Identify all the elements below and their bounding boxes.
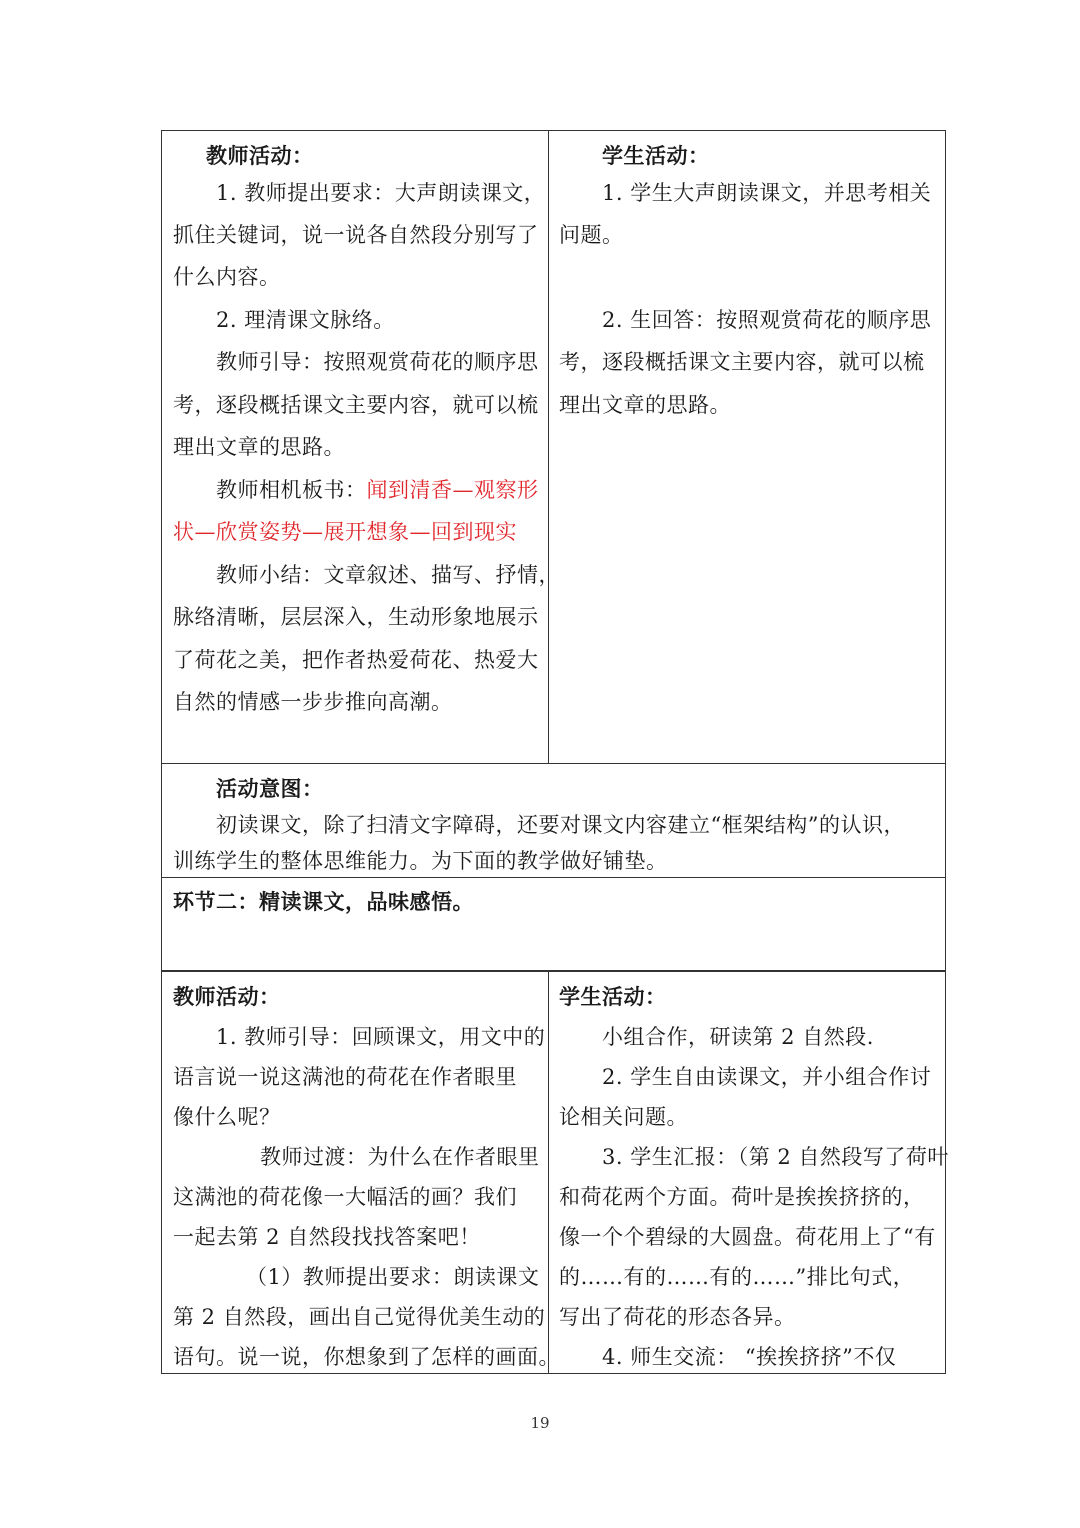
section2-student-line: 论相关问题。 [559, 1105, 688, 1129]
section1-teacher-line: 抓住关键词，说一说各自然段分别写了 [173, 223, 539, 247]
section2-teacher-line: 第 2 自然段，画出自己觉得优美生动的 [173, 1305, 546, 1329]
section1-teacher-line: 教师引导：按照观赏荷花的顺序思 [216, 350, 539, 374]
board-notes-line [216, 469, 539, 511]
section1-student-heading: 学生活动： [602, 143, 710, 168]
section2-student-line: 3. 学生汇报：（第 2 自然段写了荷叶 [602, 1145, 949, 1169]
section1-teacher-line: 考，逐段概括课文主要内容，就可以梳 [173, 393, 539, 417]
section1-teacher-heading: 教师活动： [206, 143, 314, 168]
teacher-summary-line: 脉络清晰，层层深入，生动形象地展示 [173, 605, 539, 629]
section2-student-heading: 学生活动： [559, 984, 667, 1009]
board-notes-label: 教师相机板书： [216, 478, 367, 502]
activity-intent-line: 训练学生的整体思维能力。为下面的教学做好铺垫。 [173, 849, 668, 873]
section1-student-line: 2. 生回答：按照观赏荷花的顺序思 [602, 308, 932, 332]
section2-teacher-line: 一起去第 2 自然段找找答案吧！ [173, 1225, 481, 1249]
section2-student-line: 4. 师生交流： “挨挨挤挤”不仅 [602, 1345, 897, 1369]
section2-teacher-line: 像什么呢？ [173, 1105, 281, 1129]
section2-student-line: 2. 学生自由读课文，并小组合作讨 [602, 1065, 932, 1089]
section2-teacher-line: 这满池的荷花像一大幅活的画？我们 [173, 1185, 517, 1209]
teacher-summary-line: 了荷花之美，把作者热爱荷花、热爱大 [173, 648, 539, 672]
section1-student-line: 考，逐段概括课文主要内容，就可以梳 [559, 350, 925, 374]
column-divider-top [548, 130, 549, 764]
section2-teacher-line: （1）教师提出要求：朗读课文 [246, 1265, 540, 1289]
teacher-summary-line: 教师小结：文章叙述、描写、抒情， [216, 563, 560, 587]
stage2-title: 环节二：精读课文，品味感悟。 [173, 889, 474, 914]
section1-student-line: 理出文章的思路。 [559, 393, 731, 417]
section1-teacher-line: 2. 理清课文脉络。 [216, 308, 395, 332]
section1-teacher-line: 1. 教师提出要求：大声朗读课文， [216, 181, 546, 205]
page-number: 19 [530, 1414, 550, 1432]
section1-student-line: 1. 学生大声朗读课文，并思考相关 [602, 181, 932, 205]
row-divider-intent [161, 763, 946, 764]
section2-teacher-line: 语句。说一说，你想象到了怎样的画面。 [173, 1345, 560, 1369]
board-notes-red-text: 状—欣赏姿势—展开想象—回到现实 [173, 520, 517, 544]
section2-student-line: 和荷花两个方面。荷叶是挨挨挤挤的， [559, 1185, 925, 1209]
section2-teacher-line: 教师过渡：为什么在作者眼里 [260, 1145, 540, 1169]
section2-teacher-line: 1. 教师引导：回顾课文，用文中的 [216, 1025, 546, 1049]
section2-student-line: 写出了荷花的形态各异。 [559, 1305, 796, 1329]
teacher-summary-line: 自然的情感一步步推向高潮。 [173, 690, 453, 714]
section2-student-line: 的……有的……有的……”排比句式， [559, 1265, 915, 1289]
section2-student-line: 小组合作，研读第 2 自然段. [602, 1025, 874, 1049]
section1-teacher-line: 理出文章的思路。 [173, 435, 345, 459]
section1-student-line: 问题。 [559, 223, 624, 247]
activity-intent-heading: 活动意图： [216, 776, 324, 801]
activity-intent-line: 初读课文，除了扫清文字障碍，还要对课文内容建立“框架结构”的认识， [216, 813, 905, 837]
column-divider-bottom [548, 971, 549, 1374]
section2-teacher-line: 语言说一说这满池的荷花在作者眼里 [173, 1065, 517, 1089]
section2-teacher-heading: 教师活动： [173, 984, 281, 1009]
section1-teacher-line: 什么内容。 [173, 265, 281, 289]
board-notes-red-text: 闻到清香—观察形 [366, 478, 539, 502]
section2-student-line: 像一个个碧绿的大圆盘。荷花用上了“有 [559, 1225, 936, 1249]
